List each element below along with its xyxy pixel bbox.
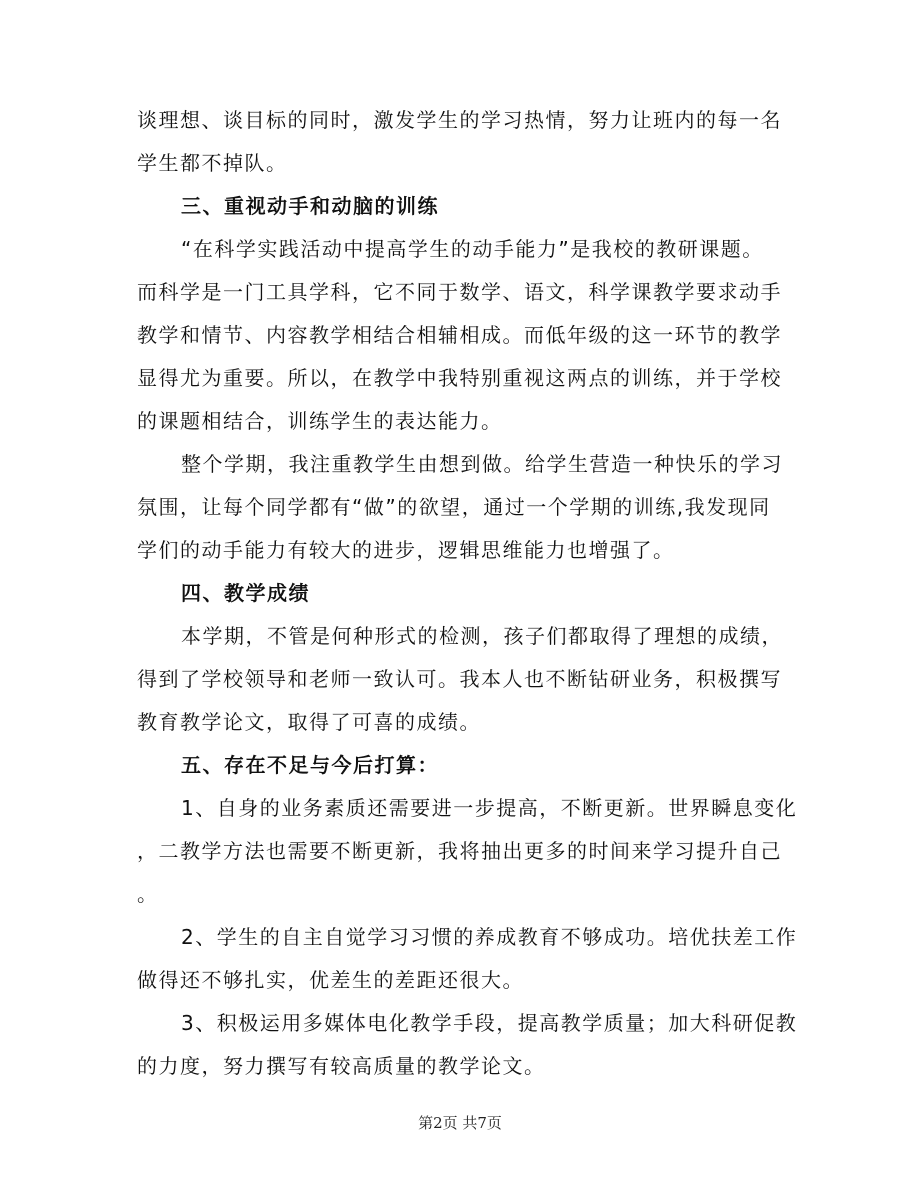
body-line: 的课题相结合，训练学生的表达能力。 <box>137 409 503 433</box>
body-line: 1、自身的业务素质还需要进一步提高，不断更新。世界瞬息变化 <box>181 796 798 820</box>
body-line: 教学和情节、内容教学相结合相辅相成。而低年级的这一环节的教学 <box>137 323 782 347</box>
body-line: 学们的动手能力有较大的进步，逻辑思维能力也增强了。 <box>137 538 675 562</box>
body-line: 教育教学论文，取得了可喜的成绩。 <box>137 710 481 734</box>
body-line: 本学期，不管是何种形式的检测，孩子们都取得了理想的成绩， <box>181 624 783 648</box>
body-line: 做得还不够扎实，优差生的差距还很大。 <box>137 968 524 992</box>
section-heading-4: 四、教学成绩 <box>181 581 310 605</box>
body-line: 整个学期，我注重教学生由想到做。给学生营造一种快乐的学习 <box>181 452 783 476</box>
body-line: 显得尤为重要。所以，在教学中我特别重视这两点的训练，并于学校 <box>137 366 782 390</box>
body-line: 氛围，让每个同学都有“做”的欲望，通过一个学期的训练,我发现同 <box>137 495 771 519</box>
body-line: 的力度，努力撰写有较高质量的教学论文。 <box>137 1054 546 1078</box>
body-line: 2、学生的自主自觉学习习惯的养成教育不够成功。培优扶差工作 <box>181 925 798 949</box>
body-line: “在科学实践活动中提高学生的动手能力”是我校的教研课题。 <box>181 237 764 261</box>
body-line: 3、积极运用多媒体电化教学手段，提高教学质量；加大科研促教 <box>181 1011 798 1035</box>
body-line: 。 <box>137 882 159 906</box>
page-indicator: 第2页 共7页 <box>418 1114 502 1132</box>
body-line: 得到了学校领导和老师一致认可。我本人也不断钻研业务，积极撰写 <box>137 667 782 691</box>
section-heading-5: 五、存在不足与今后打算： <box>181 753 439 777</box>
body-line: 谈理想、谈目标的同时，激发学生的学习热情，努力让班内的每一名 <box>137 108 782 132</box>
section-heading-3: 三、重视动手和动脑的训练 <box>181 194 439 218</box>
body-line: ，二教学方法也需要不断更新，我将抽出更多的时间来学习提升自己 <box>137 839 782 863</box>
body-line: 学生都不掉队。 <box>137 151 288 175</box>
body-line: 而科学是一门工具学科，它不同于数学、语文，科学课教学要求动手 <box>137 280 782 304</box>
